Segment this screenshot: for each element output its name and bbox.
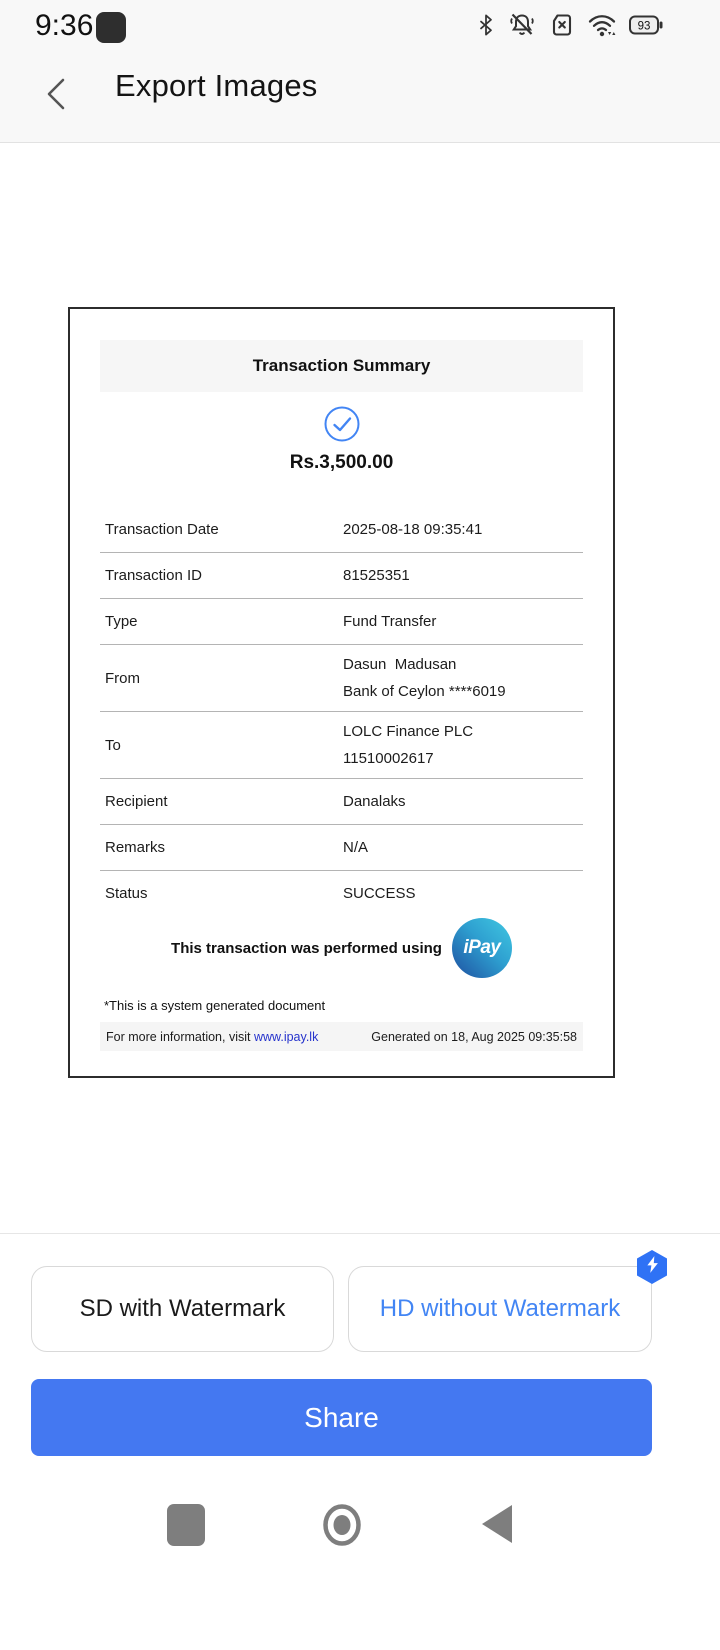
home-circle-icon[interactable] <box>321 1502 363 1553</box>
sd-with-watermark-button[interactable]: SD with Watermark <box>31 1266 334 1352</box>
table-row <box>100 507 583 553</box>
row-value: Fund Transfer <box>343 613 437 630</box>
row-label: To <box>105 736 121 754</box>
export-options-sheet <box>0 1233 720 1650</box>
system-generated-note: *This is a system generated document <box>104 998 326 1013</box>
chevron-left-icon <box>40 74 72 119</box>
back-button[interactable] <box>36 74 76 118</box>
table-row <box>100 712 583 779</box>
table-row <box>100 825 583 871</box>
row-label: Remarks <box>105 839 166 856</box>
table-row <box>100 871 583 916</box>
row-value: Danalaks <box>343 793 406 810</box>
row-value: Bank of Ceylon ****6019 <box>343 683 506 700</box>
recents-square-icon[interactable] <box>167 1504 205 1546</box>
row-label: Type <box>105 613 138 630</box>
top-bar <box>0 0 720 143</box>
page-title: Export Images <box>115 68 318 103</box>
row-value: 81525351 <box>343 567 410 584</box>
row-value: 11510002617 <box>343 750 434 767</box>
app-header <box>0 50 720 142</box>
row-value: Dasun Madusan <box>343 656 457 673</box>
row-value: 2025-08-18 09:35:41 <box>343 521 483 538</box>
ipay-logo-text: iPay <box>463 937 501 958</box>
receipt-preview-card <box>68 307 615 1078</box>
row-value: SUCCESS <box>343 885 416 902</box>
table-row <box>100 553 583 599</box>
generated-timestamp: Generated on 18, Aug 2025 09:35:58 <box>371 1029 577 1044</box>
status-icons <box>476 10 664 40</box>
lightning-bolt-icon <box>646 1256 659 1278</box>
bell-muted-icon <box>507 10 537 40</box>
back-triangle-icon[interactable] <box>478 1503 516 1550</box>
receipt-footer-bar <box>100 1022 583 1051</box>
row-label: Status <box>105 885 148 902</box>
footer-info: For more information, visit www.ipay.lk <box>106 1029 319 1044</box>
row-label: Transaction Date <box>105 521 219 538</box>
row-label: Recipient <box>105 793 168 810</box>
no-sim-icon <box>548 11 576 39</box>
performed-using-text: This transaction was performed using <box>171 939 442 957</box>
hd-without-watermark-button[interactable]: HD without Watermark <box>348 1266 652 1352</box>
transaction-amount: Rs.3,500.00 <box>289 452 394 473</box>
status-bar <box>0 0 720 50</box>
receipt-title-bar <box>100 340 583 392</box>
table-row <box>100 779 583 825</box>
battery-icon <box>628 11 664 39</box>
ipay-logo-icon <box>452 918 512 978</box>
success-check-icon <box>323 405 361 443</box>
receipt-title: Transaction Summary <box>252 356 431 375</box>
table-row <box>100 645 583 712</box>
clock: 9:36 <box>35 9 94 42</box>
row-value: N/A <box>343 839 369 856</box>
performed-using-line <box>100 918 583 978</box>
android-nav-bar <box>0 1490 720 1560</box>
notification-app-icon <box>96 12 126 43</box>
ipay-link[interactable]: www.ipay.lk <box>253 1029 319 1044</box>
row-label: From <box>105 669 140 687</box>
row-label: Transaction ID <box>105 567 202 584</box>
share-button[interactable]: Share <box>31 1379 652 1456</box>
svg-text:93: 93 <box>637 20 651 33</box>
transaction-details-table <box>100 507 583 916</box>
table-row <box>100 599 583 645</box>
row-value: LOLC Finance PLC <box>343 723 474 740</box>
bluetooth-icon <box>476 10 496 40</box>
wifi-icon <box>587 11 617 39</box>
